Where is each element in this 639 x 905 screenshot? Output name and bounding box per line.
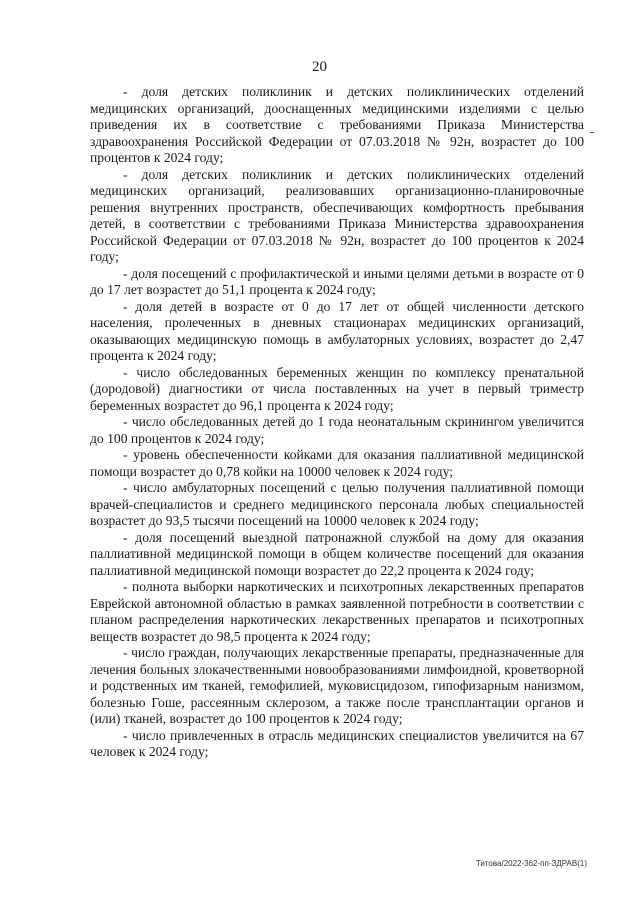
document-body (90, 84, 584, 761)
paragraph: - доля детских поликлиник и детских поликлинических отделений медицинских организаций, дооснащенных медицинскими изделиями с целью приведения их в соответствие с требованиями Приказа Министерства здравоохранения Российской Федерации от 07.03.2018 № 92н, возрастет до 100 процентов к 2024 году; (90, 84, 584, 165)
paragraph: - доля посещений с профилактической и иными целями детьми в возрасте от 0 до 17 лет возрастет до 51,1 процента к 2024 году; (90, 265, 584, 297)
paragraph: - доля детей в возрасте от 0 до 17 лет от общей численности детского населения, пролеченных в дневных стационарах медицинских организаций, оказывающих медицинскую помощь в амбулаторных условиях, возрастет до 2,47 процента к 2024 году; (90, 298, 584, 363)
paragraph: - полнота выборки наркотических и психотропных лекарственных препаратов Еврейской автономной областью в рамках заявленной потребности в соответствии с планом распределения наркотических лекарственных препаратов и психотропных веществ возрастет до 98,5 процента к 2024 году; (90, 579, 584, 644)
paragraph: - число обследованных детей до 1 года неонатальным скринингом увеличится до 100 процентов к 2024 году; (90, 414, 584, 446)
paragraph: - число привлеченных в отрасль медицинских специалистов увеличится на 67 человек к 2024 году; (90, 727, 584, 759)
margin-mark (590, 132, 594, 133)
page-number: 20 (312, 59, 327, 75)
paragraph: - доля детских поликлиник и детских поликлинических отделений медицинских организаций, реализовавших организационно-планировочные решения внутренних пространств, обеспечивающих комфортность пребывания детей, в соответствии с требованиями Приказа Министерства здравоохранения Российской Федерации от 07.03.2018 № 92н, возрастет до 100 процентов к 2024 году; (90, 166, 584, 264)
paragraph: - уровень обеспеченности койками для оказания паллиативной медицинской помощи возрастет до 0,78 койки на 10000 человек к 2024 году; (90, 447, 584, 479)
paragraph: - доля посещений выездной патронажной службой на дому для оказания паллиативной медицинской помощи в общем количестве посещений для оказания паллиативной медицинской помощи возрастет до 22,2 процента к 2024 году; (90, 529, 584, 578)
paragraph: - число граждан, получающих лекарственные препараты, предназначенные для лечения больных злокачественными новообразованиями лимфоидной, кроветворной и родственных им тканей, гемофилией, муковисцидозом, гипофизарным нанизмом, болезнью Гоше, рассеянным склерозом, а также после трансплантации органов и (или) тканей, возрастет до 100 процентов к 2024 году; (90, 645, 584, 726)
paragraph: - число амбулаторных посещений с целью получения паллиативной помощи врачей-специалистов и среднего медицинского персонала любых специальностей возрастет до 93,5 тысячи посещений на 10000 человек к 2024 году; (90, 480, 584, 528)
paragraph: - число обследованных беременных женщин по комплексу пренатальной (дородовой) диагностики от числа поставленных на учет в первый триместр беременных возрастет до 96,1 процента к 2024 году; (90, 364, 584, 413)
document-footer-code: Титова/2022-362-пп-ЗДРАВ(1) (475, 859, 587, 868)
